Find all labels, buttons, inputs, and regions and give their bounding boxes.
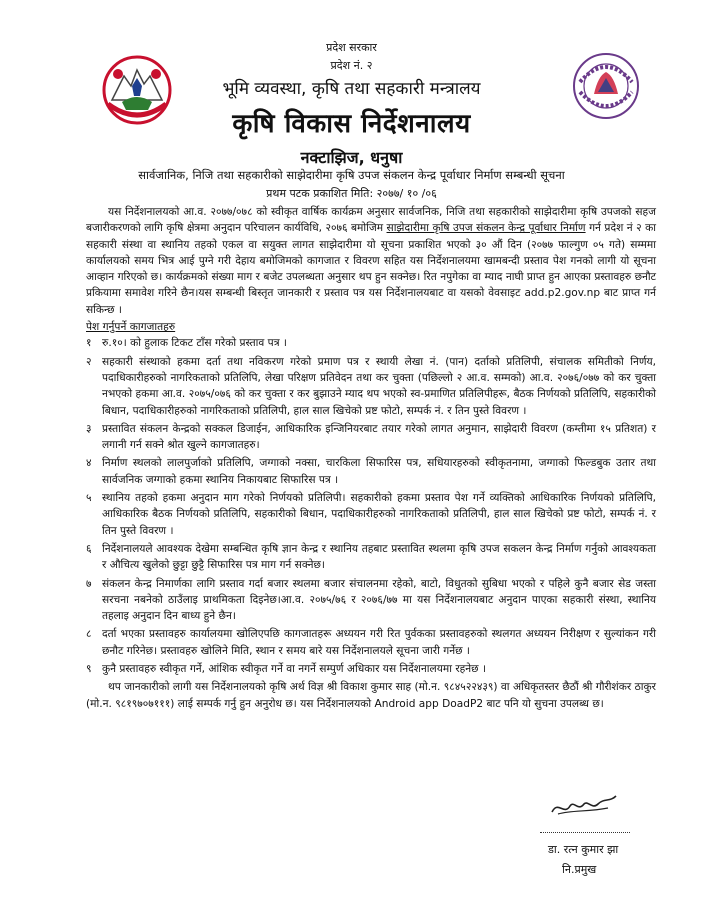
item-text: कुनै प्रस्तावहरु स्वीकृत गर्ने, आंशिक स्वीकृत गर्ने वा नगर्ने सम्पुर्ण अधिकार यस निर्देशनालयमा रहनेछ । — [102, 663, 486, 676]
government-label: प्रदेश सरकार — [326, 41, 377, 54]
item-number: १ — [86, 337, 92, 350]
list-item — [86, 541, 656, 574]
directorate-title: कृषि विकास निर्देशनालय — [232, 109, 471, 139]
office-location: नक्टाझिज, धनुषा — [300, 148, 403, 167]
documents-heading: पेश गर्नुपर्ने कागजातहरु — [86, 321, 176, 334]
item-text: निर्देशनालयले आवश्यक देखेमा सम्बन्धित कृषि ज्ञान केन्द्र र स्थानिय तहबाट प्रस्तावित स्थलमा कृषि उपज सकलन केन्द्र निर्माण गर्नुको आवश्यकता र औचित्य खुलेको छुट्टा छुट्टै सिफारिस पत्र माग गर्न सक्नेछ। — [102, 542, 656, 572]
list-item — [86, 335, 656, 351]
item-text: प्रस्तावित संकलन केन्द्रको सक्कल डिजाईन, आधिकारिक इन्जिनियरबाट तयार गरेको लागत अनुमान, साझेदारी विवरण (कम्तीमा १५ प्रतिशत) र लगानी गर्न सक्ने श्रोत खुल्ने कागजातहरु। — [102, 422, 656, 452]
intro-underlined-text: साझेदारीमा कृषि उपज संकलन केन्द्र पूर्वाधार निर्माण — [386, 222, 586, 235]
list-item — [86, 661, 656, 677]
list-item — [86, 455, 656, 488]
item-number: ९ — [86, 663, 92, 676]
intro-paragraph — [86, 204, 656, 318]
province-label: प्रदेश नं. २ — [330, 59, 373, 72]
item-number: २ — [86, 355, 92, 368]
item-text: दर्ता भएका प्रस्तावहरु कार्यालयमा खोलिएपछि कागजातहरू अध्ययन गरी रित पुर्वकका प्रस्तावहरुको स्थलगत अध्ययन निरीक्षण र सुल्यांकन गरी छनौट गरिनेछ। प्रस्तावहरु खोलिने मिति, स्थान र समय बारे यस निर्देशनालयले सूचना जारी गर्नेछ । — [102, 628, 656, 657]
signatory-name: डा. रत्न कुमार झा — [548, 843, 619, 856]
closing-paragraph: थप जानकारीको लागी यस निर्देशनालयको कृषि अर्थ विज्ञ श्री विकाश कुमार साह (मो.न. ९८४५२२४३९) वा अधिकृतस्तर छैठौं श्री गौरीशंकर ठाकुर (मो.न. ९८१९७०७१११) लाई सम्पर्क गर्नु हुन अनुरोध छ। यस निर्देशनालयको Android app DoadP2 बाट पनि यो सुचना उपलब्ध छ। — [86, 681, 656, 710]
signature-line — [540, 832, 630, 833]
list-item — [86, 626, 656, 659]
item-number: ७ — [86, 577, 92, 590]
signatory-title: नि.प्रमुख — [562, 863, 597, 876]
list-item — [86, 421, 656, 454]
list-item — [86, 576, 656, 625]
item-text: रु.१०। को हुलाक टिकट टाँस गरेको प्रस्ताव पत्र । — [102, 337, 287, 350]
item-text: सहकारी संस्थाको हकमा दर्ता तथा नविकरण गरेको प्रमाण पत्र र स्थायी लेखा नं. (पान) दर्ताको प्रतिलिपी, संचालक समितीको निर्णय, पदाधिकारीहरुको नागरिकताको प्रतिलिपि, लेखा परिक्षण प्रतिवेदन तथा कर चुक्ता (पछिल्लो २ आ.व. सम्मको) आ.व. २०७६/०७७ को कर चुक्ता नभएको हकमा आ.व. २०७५/०७६ को कर चुक्ता र कर बुझाउने म्याद थप भएको स्व-प्रमाणित प्रतिलिपीहरू, बैठक निर्णयको प्रतिलिपि, सहकारीको बिधान, पदाधिकारीहरुको नागरिकताको प्रतिलिपी, हाल साल खिचेको प्रष्ट फोटो, सम्पर्क नं. र तिन पुस्ते विवरण । — [102, 355, 656, 417]
intro-text-b: गर्न प्रदेश नं २ का सहकारी संस्था वा स्थानिय तहको एकल वा सयुक्त लागत साझेदारीमा यो सूचना प्रकाशित भएको ३० औं दिन (२०७७ फाल्गुण ०५ गते) सम्ममा कार्यालयको समय भित्र आई पुग्ने गरी देहाय बमोजिमको कागजात र विवरण सहित यस निर्देशनालयमा खामबन्दी प्रस्ताव पेश गनको लागी यो सूचना आव्हान गरिएको छ। कार्यक्रमको संख्या माग र बजेट उपलब्धता अनुसार थप हुन सक्नेछ। रित नपुगेका वा म्याद नाघी प्राप्त हुन आएका प्रस्तावहरु छनौट प्रकियामा समावेश गरिने छैन।यस सम्बन्धी बिस्तृत जानकारी र प्रस्ताव पत्र यस निर्देशनालयबाट वा यसको वेवसाइट add.p2.gov.np बाट प्राप्त गर्न सकिन्छ । — [86, 222, 657, 316]
item-number: ६ — [86, 542, 92, 555]
handwritten-signature — [548, 790, 620, 820]
publish-date: प्रथम पटक प्रकाशित मिति: २०७७/ १० /०६ — [266, 187, 437, 200]
list-item — [86, 490, 656, 539]
item-text: स्थानिय तहको हकमा अनुदान माग गरेको निर्णयको प्रतिलिपी। सहकारीको हकमा प्रस्ताव पेश गर्ने व्यक्तिको आधिकारिक निर्णयको प्रतिलिपि, आधिकारिक बैठक निर्णयको प्रतिलिपि, सहकारीको बिधान, पदाधिकारीहरुको नागरिकताको प्रतिलिपी, हाल साल खिचेको प्रष्ट फोटो, सम्पर्क नं. र तिन पुस्ते विवरण । — [102, 492, 656, 537]
item-text: निर्माण स्थलको लालपुर्जाको प्रतिलिपि, जग्गाको नक्सा, चारकिला सिफारिस पत्र, सधियारहरुको स्वीकृतनामा, जग्गाको फिल्डबुक उतार तथा सार्वजनिक जग्गाको हकमा स्थानिय निकायबाट सिफारिस पत्र । — [102, 457, 656, 486]
item-number: ४ — [86, 457, 92, 470]
list-item — [86, 354, 656, 419]
item-text: संकलन केन्द्र निमार्णका लागि प्रस्ताव गर्दा बजार स्थलमा बजार संचालनमा रहेको, बाटो, विधुतको सुबिधा भएको र पहिले कुनै बजार सेड जस्ता सरचना नबनेको ठाउँलाइ प्राथमिकता दिइनेछ।आ.व. २०७५/७६ र २०७६/७७ मा यस निर्देशनालयबाट अनुदान पाएका सहकारी संस्था, स्थानिय तहलाइ अनुदान दिन बाध्य हुने छैन। — [102, 577, 656, 623]
item-number: ३ — [86, 422, 92, 435]
notice-subject: सार्वजानिक, निजि तथा सहकारीको साझेदारीमा कृषि उपज संकलन केन्द्र पूर्वाधार निर्माण सम्बन्धी सूचना — [138, 168, 565, 182]
notice-body — [86, 204, 656, 712]
item-number: ८ — [86, 628, 92, 641]
ministry-name: भूमि व्यवस्था, कृषि तथा सहकारी मन्त्रालय — [222, 79, 481, 99]
item-number: ५ — [86, 492, 92, 505]
intro-text-a: यस निर्देशनालयको आ.व. २०७७/०७८ को स्वीकृत वार्षिक कार्यक्रम अनुसार सार्वजनिक, निजि तथा सहकारीको साझेदारीमा कृषि उपजको सहज बजारीकरणको लागि कृषि क्षेत्रमा अनुदान परिचालन कार्यविधि, २०७६ बमोजिम — [86, 206, 656, 235]
